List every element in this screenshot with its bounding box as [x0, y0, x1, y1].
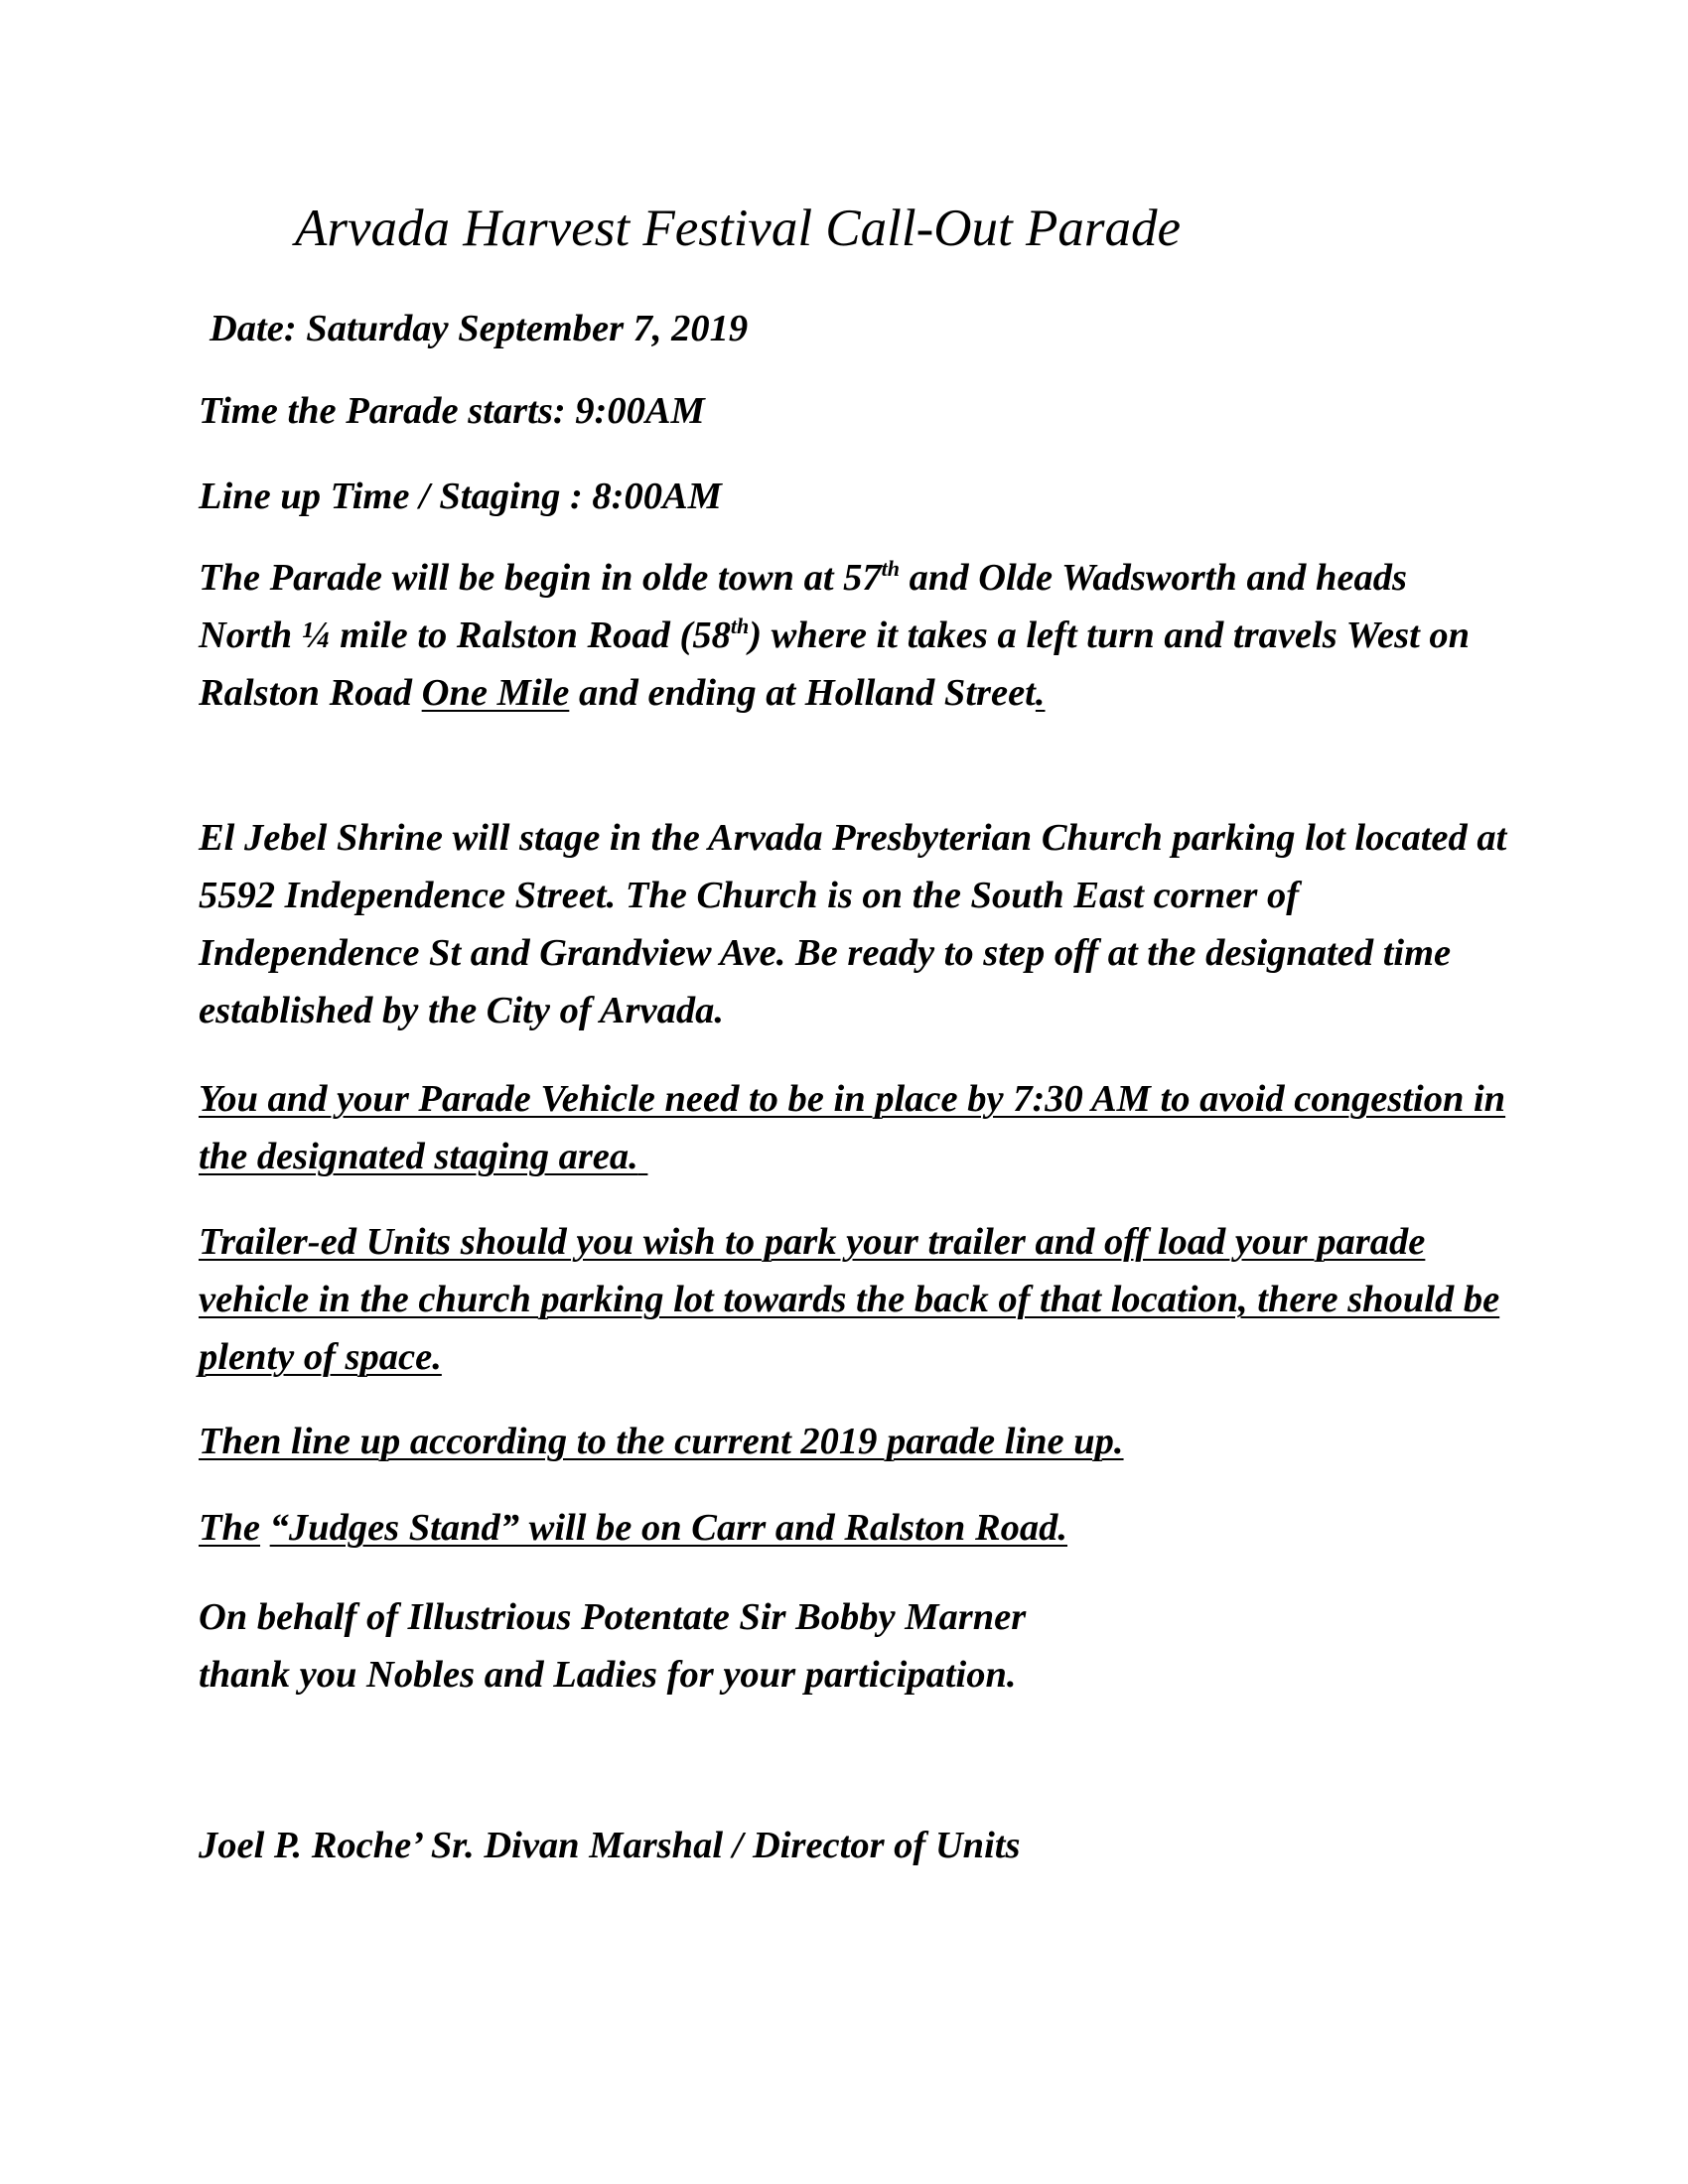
trailer-text: Trailer-ed Units should you wish to park your trailer and off load your parade vehicle in the church parking lot towards the back of that location, there should be plenty of space. [199, 1221, 1500, 1378]
route-period: . [1035, 672, 1046, 714]
route-one-mile: One Mile [421, 672, 570, 714]
judges-the: The [199, 1507, 261, 1549]
judges-stand-line [199, 1499, 1509, 1557]
lineup-order-text: Then line up according to the current 2019 parade line up. [199, 1421, 1124, 1462]
route-text-3: ) where it takes a left turn and travels West on Ralston Road [199, 614, 1471, 714]
lineup-order-line [199, 1413, 1509, 1470]
route-sup-1: th [881, 556, 901, 582]
shrine-staging-paragraph: El Jebel Shrine will stage in the Arvada Presbyterian Church parking lot located at 5592 Independence Street. The Church is on the South East corner of Independence St and Grandview Ave. Be ready to step off at the designated time established by the City of Arvada. [199, 817, 1507, 1031]
thanks-line-1: On behalf of Illustrious Potentate Sir Bobby Marner [199, 1596, 1027, 1638]
route-sup-2: th [730, 614, 750, 639]
thanks-paragraph [199, 1588, 1509, 1704]
signature-line: Joel P. Roche’ Sr. Divan Marshal / Director of Units [199, 1825, 1021, 1866]
vehicle-paragraph [199, 1070, 1509, 1185]
parade-start-time: Time the Parade starts: 9:00AM [199, 390, 705, 432]
document-title: Arvada Harvest Festival Call-Out Parade [295, 200, 1182, 257]
route-text-2: and Olde Wadsworth and heads North ¼ mile to Ralston Road (58 [199, 557, 1407, 656]
vehicle-underline-tail [638, 1128, 672, 1185]
route-text-4: and ending at Holland Street [569, 672, 1036, 714]
lineup-staging-time: Line up Time / Staging : 8:00AM [199, 476, 722, 517]
route-paragraph [199, 549, 1509, 722]
date-line: Date: Saturday September 7, 2019 [210, 308, 749, 349]
vehicle-text: You and your Parade Vehicle need to be in place by 7:30 AM to avoid congestion in the designated staging area. [199, 1078, 1506, 1177]
route-text-1: The Parade will be begin in olde town at 57 [199, 557, 882, 599]
judges-text: “Judges Stand” will be on Carr and Ralston Road. [269, 1507, 1068, 1549]
thanks-line-2: thank you Nobles and Ladies for your participation. [199, 1654, 1017, 1696]
trailer-paragraph [199, 1213, 1509, 1386]
